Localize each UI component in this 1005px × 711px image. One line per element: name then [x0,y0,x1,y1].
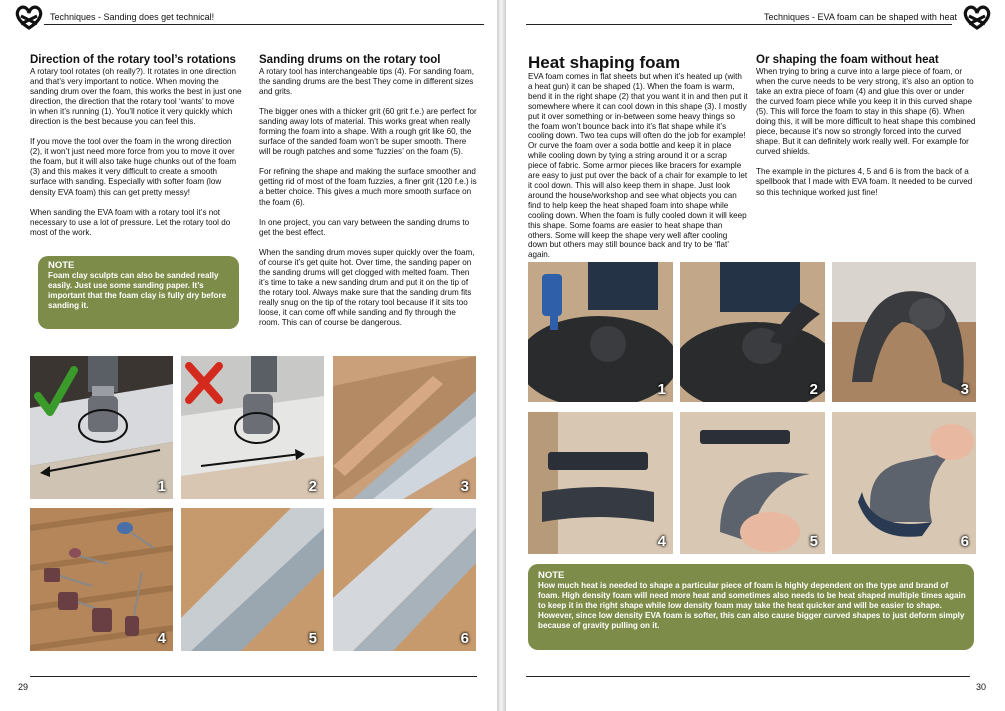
no-heat-paragraph: The example in the pictures 4, 5 and 6 is from the back of a spellbook that I made with EVA foam. It needed to be curved so this technique worked just fine! [756,167,973,197]
photo-number: 3 [460,478,469,495]
pretzel-logo-icon [960,4,994,32]
page-number: 29 [18,682,29,692]
note-text: How much heat is needed to shape a particular piece of foam is highly dependent on the type and brand of foam. High density foam will need more heat and sometimes also needs to be heat shaped multiple times again to keep it in the right shape while low density foam may take the heat quicker and will be easier to shape. However, since low density EVA foam is softer, this can also cause bigger curved shapes to just deform simply because of gravity pulling on it. [538,581,966,630]
photo-bending-foam [680,262,825,402]
no-heat-column [756,54,976,208]
note-title: NOTE [48,260,75,271]
photo-number: 3 [960,381,969,398]
left-page [0,0,497,711]
heat-shaping-text: EVA foam comes in flat sheets but when it’s heated up (with a heat gun) it can be shaped (1). When the foam is warm, bend it in the right shape (2) that you want it in and then put it somewhere where it can cool down in this shape (3). I mostly put it over something or in-between some heavy things so the foam won’t bounce back into it’s flat shape while it’s cooling down. Two tea cups will often do the job for example! Or curve the foam over a soda bottle and keep it in place while cooling down by tying a string around it or a scrap piece of fabric. Some armor pieces like bracers for example are easy to just put over the back of a chair for example to let it cool down. This will also keep them in shape. Just look around the house/workshop and see what objects you can find to help keep the heat shaped foam into shape while cooling down. When the foam is fully cooled down it will keep this shape. Some foams are easier to heat shape than others. Some will keep the shape very well after cooling down but others may still bounce back and try to be ‘flat’ again. [528,72,748,260]
header-title: Techniques - Sanding does get technical! [50,12,215,22]
photo-number: 1 [657,381,666,398]
rotation-heading: Direction of the rotary tool’s rotations [30,54,236,66]
note-box [38,256,239,329]
photo-number: 6 [960,533,969,550]
photo-torn-foam [333,356,476,499]
heat-shaping-column [528,54,748,260]
sanding-drums-paragraph: When the sanding drum moves super quickly over the foam, of course it’s get quite hot. Over time, the sanding paper on the sanding drums will get clogged with melted foam. Then it’s time to take a new sanding drum and put it on the tip of the rotary tool. Always make sure that the sanding drum fits really snug on the tip of the rotary tool because if it sits too loose, it can come off while sanding and fly through the room. This can of course be dangerous. [259,247,475,327]
photo-extra-foam-piece [528,412,673,554]
photo-number: 4 [657,533,666,550]
photo-number: 2 [308,478,317,495]
right-page [506,0,1005,711]
sanding-drums-heading: Sanding drums on the rotary tool [259,54,441,66]
sanding-drums-paragraph: In one project, you can vary between the sanding drums to get the best effect. [259,217,470,237]
photo-sanding-wrong-direction [181,356,324,499]
rotation-paragraph: A rotary tool rotates (oh really?). It rotates in one direction and that’s very important to notice. When moving the sanding drum over the foam, this works the best in just one direction, the direction that the rotary tool ‘wants’ to move in when it’s running (1). You’ll notice it very quickly which direction is the best because you can feel this. [30,67,242,127]
no-heat-heading: Or shaping the foam without heat [756,54,939,66]
page-number: 30 [976,682,987,692]
rotation-paragraph: If you move the tool over the foam in the wrong direction (2), it won’t just need more force from you to move it over the foam, but it will also take huge chunks out of the foam (3) and this makes it very difficult to create a smooth surface with sanding. Especially with softer foam (low density EVA foam) this can get pretty messy! [30,137,237,197]
photo-fine-grit-surface [333,508,476,651]
photo-number: 1 [157,478,166,495]
note-box [528,564,974,650]
photo-number: 6 [460,630,469,647]
photo-number: 5 [809,533,818,550]
no-heat-paragraph: When trying to bring a curve into a large piece of foam, or when the curve needs to be very strong, it’s also an option to take an extra piece of foam (4) and glue this over or under the curved foam piece while you keep it in this curved shape (5). This will force the foam to stay in this shape (6). When doing this, it will be more difficult to heat shape this combined piece, because it’s now so strongly forced into the curved shape. But it can definitely work really well. For example for curved shields. [756,67,976,157]
book-gutter [497,0,506,711]
sanding-drums-paragraph: The bigger ones with a thicker grit (60 grit f.e.) are perfect for sanding away lots of material. This works great when really forming the foam into a shape. With a rough grit like 60, the surface of the sanded foam won’t be super smooth. There will be rough patches and some ‘fuzzies’ on the foam (5). [259,107,477,157]
photo-sanding-drum-tips [30,508,173,651]
photo-number: 5 [308,630,317,647]
photo-sanding-correct-direction [30,356,173,499]
header-title: Techniques - EVA foam can be shaped with heat [764,12,957,22]
header-rule [526,24,952,25]
photo-number: 4 [157,630,166,647]
photo-gluing-curved-foam [680,412,825,554]
footer-rule [30,676,477,677]
footer-rule [526,676,970,677]
note-title: NOTE [538,570,565,581]
photo-cooling-on-chair [832,262,976,402]
pretzel-logo-icon [12,4,46,32]
rotation-paragraph: When sanding the EVA foam with a rotary tool it’s not necessary to use a lot of pressure. Let the rotary tool do most of the work. [30,207,231,237]
photo-rough-grit-surface [181,508,324,651]
sanding-drums-column [259,54,477,338]
sanding-drums-paragraph: For refining the shape and making the surface smoother and getting rid of most of the foam fuzzies, a finer grit (120 f.e.) is a better choice. This gives a much more smooth surface on the foam (6). [259,167,477,207]
heat-shaping-heading: Heat shaping foam [528,53,681,72]
note-text: Foam clay sculpts can also be sanded really easily. Just use some sanding paper. It’s important that the foam clay is fully dry before sanding it. [48,271,227,310]
photo-heat-gun-foam [528,262,673,402]
photo-number: 2 [809,381,818,398]
rotation-column [30,54,242,248]
header-rule [44,24,484,25]
sanding-drums-paragraph: A rotary tool has interchangeable tips (4). For sanding foam, the sanding drums are the best They come in different sizes and grits. [259,67,475,97]
photo-curved-result [832,412,976,554]
